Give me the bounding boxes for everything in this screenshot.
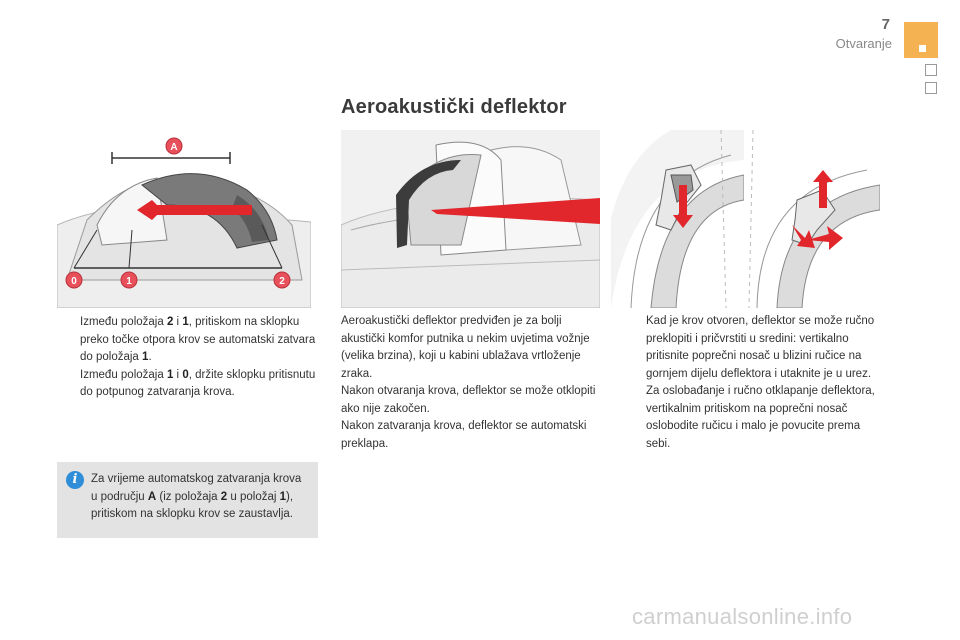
position-ref: 1 — [182, 316, 189, 328]
text-fragment: u položaj — [227, 490, 280, 503]
list-item — [56, 314, 318, 367]
chapter-tab[interactable] — [904, 22, 938, 58]
position-ref: 0 — [182, 368, 189, 381]
label-a: A — [170, 142, 178, 153]
text-fragment: Kad je krov otvoren, deflektor se može ručno preklopiti i pričvrstiti u sredini: vertikalno pritisnite poprečni nosač u blizini ručice na gornjem dijelu deflektora i utaknite je u urez. — [646, 315, 875, 380]
paragraph: Aeroakustički deflektor predviđen je za bolji akustički komfor putnika u nekim uvjetima vožnje (velika brzina), koji u kabini ublažava vrtloženje zraka. — [341, 315, 590, 380]
label-position-2: 2 — [279, 276, 285, 287]
position-ref: 1 — [279, 490, 287, 503]
text-fragment: (iz položaja — [156, 490, 221, 503]
roof-closing-instructions — [56, 314, 318, 402]
position-ref: 2 — [220, 490, 228, 503]
text-fragment: Za vrijeme automatskog zatvaranja krova u području — [91, 473, 302, 503]
text-fragment: Između položaja — [80, 368, 167, 381]
paragraph: Nakon otvaranja krova, deflektor se može otklopiti ako nije zakočen. — [341, 385, 596, 415]
info-icon: i — [66, 471, 84, 489]
info-note — [57, 462, 318, 538]
page-number: 7 — [881, 16, 890, 33]
text-fragment: . — [148, 351, 152, 363]
roof-positions-illustration — [57, 130, 311, 308]
zone-ref: A — [147, 490, 157, 503]
position-ref: 2 — [166, 316, 174, 328]
text-fragment: , držite sklopku pritisnutu do potpunog zatvaranja krova. — [80, 368, 316, 398]
deflector-release-detail — [747, 130, 880, 308]
text-fragment: Za oslobađanje i ručno otklapanje deflektora, vertikalnim pritiskom na poprečni nosač oslobodite ručicu i malo je povucite prema sebi. — [646, 385, 875, 450]
position-ref: 1 — [166, 368, 174, 381]
deflector-manual-instructions — [622, 313, 884, 453]
deflector-fold-detail — [611, 130, 744, 308]
chapter-title: Otvaranje — [835, 36, 892, 51]
text-fragment: , pritiskom na sklopku preko točke otpora krov se automatski zatvara do položaja — [80, 316, 316, 363]
deflector-description — [341, 313, 597, 453]
paragraph: Nakon zatvaranja krova, deflektor se automatski preklapa. — [341, 420, 587, 450]
watermark: carmanualsonline.info — [632, 604, 853, 629]
chapter-tab-box[interactable] — [925, 82, 937, 94]
text-fragment: i — [173, 316, 183, 328]
position-ref: 1 — [142, 351, 149, 363]
label-position-0: 0 — [71, 276, 77, 287]
text-fragment: ), pritiskom na sklopku krov se zaustavlja. — [91, 490, 294, 520]
label-position-1: 1 — [126, 276, 132, 287]
list-item — [622, 383, 884, 453]
text-fragment: i — [173, 368, 183, 381]
text-fragment: Između položaja — [80, 316, 167, 328]
deflector-illustration — [341, 130, 600, 308]
chapter-tab-box[interactable] — [925, 64, 937, 76]
list-item — [56, 367, 318, 402]
list-item — [622, 313, 884, 383]
section-title: Aeroakustički deflektor — [341, 96, 567, 118]
